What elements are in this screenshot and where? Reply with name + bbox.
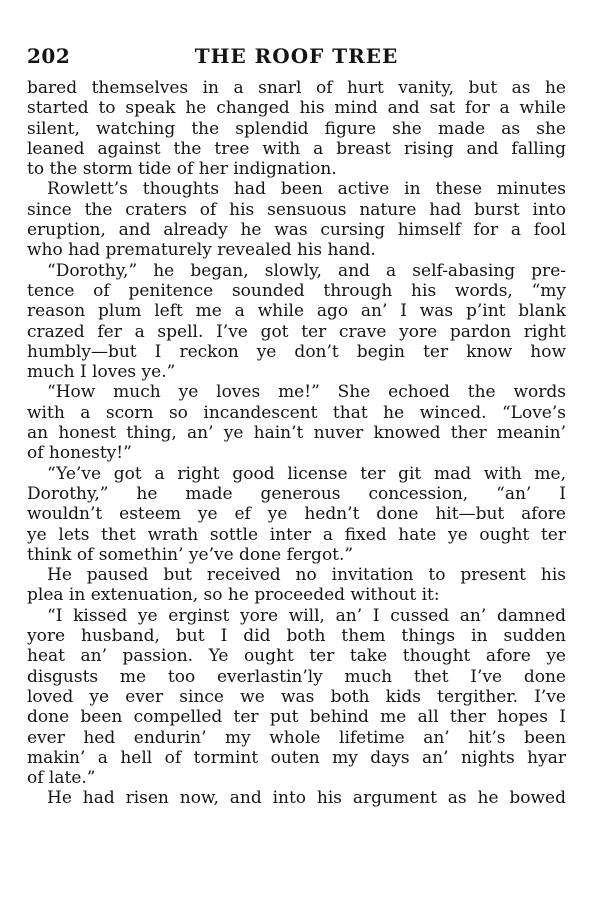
- text-line: eruption, and already he was cursing himself for a fool: [27, 220, 566, 241]
- body-text: [27, 78, 566, 809]
- text-line: who had prematurely revealed his hand.: [27, 240, 376, 261]
- text-line: He had risen now, and into his argument as he bowed: [47, 788, 566, 809]
- text-line: ye lets thet wrath sottle inter a fixed hate ye ought ter: [27, 524, 566, 545]
- text-line: wouldn’t esteem ye ef ye hedn’t done hit—but afore: [27, 504, 566, 525]
- text-line: leaned against the tree with a breast rising and falling: [27, 138, 566, 159]
- text-line: disgusts me too everlastin’ly much thet I’ve done: [27, 666, 566, 687]
- text-line: crazed fer a spell. I’ve got ter crave yore pardon right: [27, 321, 566, 342]
- text-line: done been compelled ter put behind me all ther hopes I: [27, 707, 566, 728]
- text-line: started to speak he changed his mind and sat for a while: [27, 98, 566, 119]
- running-title: THE ROOF TREE: [194, 44, 399, 68]
- text-line: since the craters of his sensuous nature had burst into: [27, 199, 566, 220]
- text-line: plea in extenuation, so he proceeded without it:: [27, 585, 440, 606]
- text-line: “I kissed ye erginst yore will, an’ I cussed an’ damned: [47, 605, 566, 626]
- text-line: to the storm tide of her indignation.: [27, 159, 337, 180]
- text-line: tence of penitence sounded through his words, “my: [27, 280, 566, 301]
- text-line: think of somethin’ ye’ve done fergot.”: [27, 544, 354, 565]
- text-line: “Ye’ve got a right good license ter git mad with me,: [47, 463, 566, 484]
- text-line: He paused but received no invitation to present his: [47, 565, 566, 586]
- page-number: 202: [27, 44, 71, 68]
- text-line: bared themselves in a snarl of hurt vanity, but as he: [27, 78, 566, 98]
- text-line: much I loves ye.”: [27, 362, 176, 383]
- text-line: heat an’ passion. Ye ought ter take thought afore ye: [27, 646, 566, 667]
- text-line: of late.”: [27, 768, 96, 789]
- text-line: loved ye ever since we was both kids tergither. I’ve: [27, 686, 566, 707]
- text-line: “How much ye loves me!” She echoed the words: [47, 382, 566, 403]
- text-line: reason plum left me a while ago an’ I was p’int blank: [27, 301, 566, 322]
- text-line: Dorothy,” he made generous concession, “an’ I: [27, 483, 566, 504]
- text-line: “Dorothy,” he began, slowly, and a self-abasing pre-: [47, 260, 566, 281]
- text-line: makin’ a hell of tormint outen my days an’ nights hyar: [27, 747, 566, 768]
- text-line: an honest thing, an’ ye hain’t nuver knowed ther meanin’: [27, 423, 566, 444]
- text-line: yore husband, but I did both them things in sudden: [27, 626, 566, 647]
- text-line: ever hed endurin’ my whole lifetime an’ hit’s been: [27, 727, 566, 748]
- page-header: [27, 40, 566, 70]
- text-line: with a scorn so incandescent that he winced. “Love’s: [27, 402, 566, 423]
- text-line: humbly—but I reckon ye don’t begin ter know how: [27, 341, 566, 362]
- text-line: Rowlett’s thoughts had been active in these minutes: [47, 179, 566, 200]
- text-line: of honesty!”: [27, 443, 132, 464]
- text-line: silent, watching the splendid figure she made as she: [27, 118, 566, 139]
